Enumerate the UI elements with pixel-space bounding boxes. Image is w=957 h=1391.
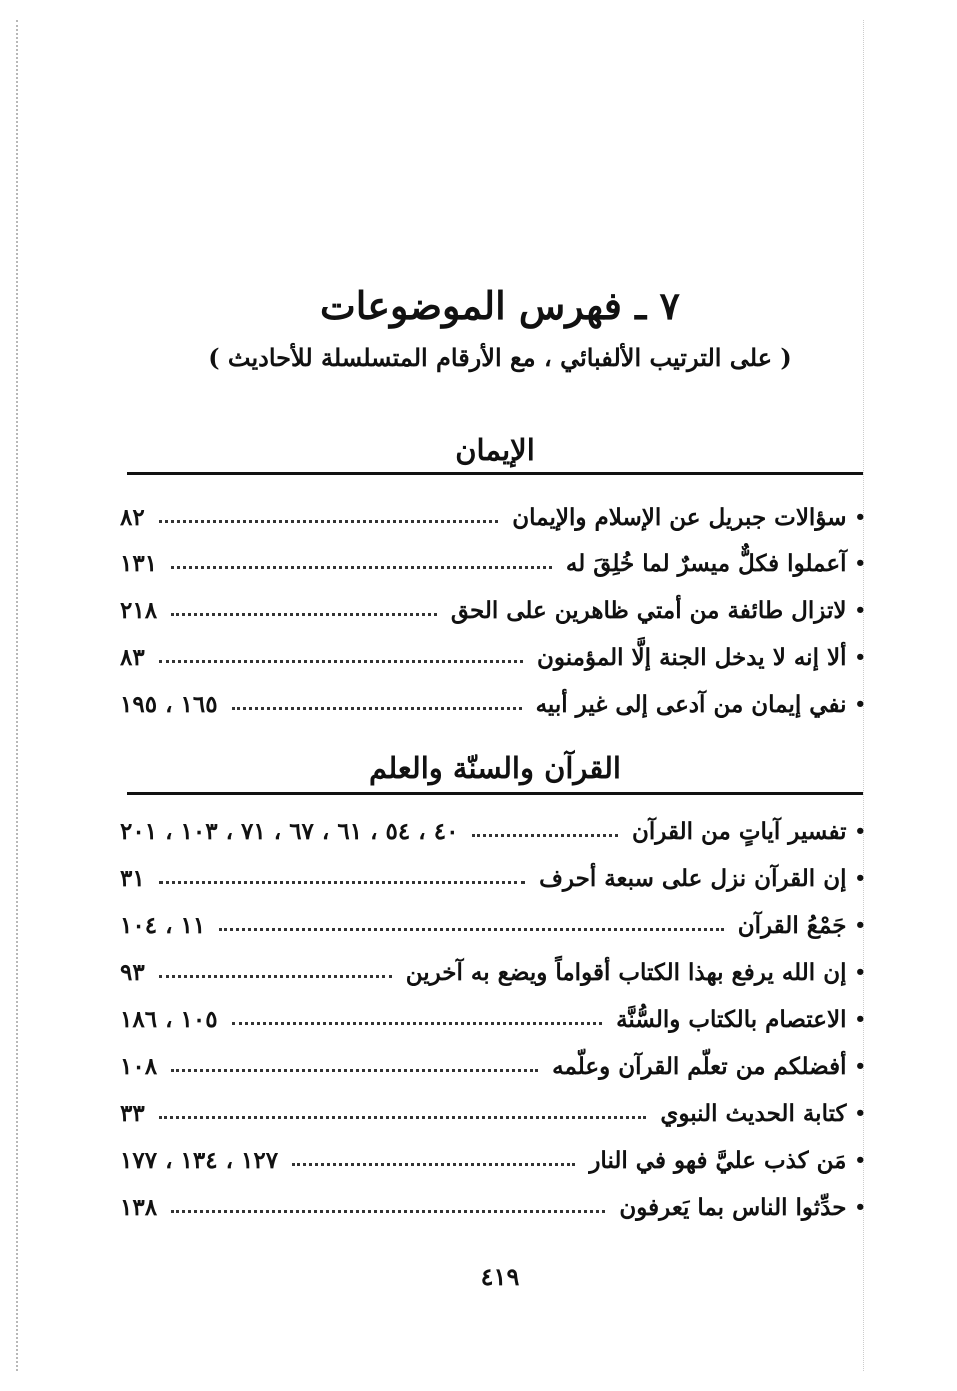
index-entry (120, 543, 866, 583)
bullet-icon: • (854, 506, 866, 528)
dot-leader (159, 881, 525, 884)
dot-leader (219, 928, 723, 931)
index-entry (120, 637, 866, 677)
entry-refs: ١٠٥ ، ١٨٦ (120, 1005, 218, 1033)
entry-topic: إن القرآن نزل على سبعة أحرف (539, 864, 847, 892)
bullet-icon: • (854, 1102, 866, 1124)
entry-topic: حدِّثوا الناس بما يَعرفون (619, 1193, 847, 1221)
page-title: ٧ ـ فهرس الموضوعات (320, 283, 680, 328)
entry-refs: ١٢٧ ، ١٣٤ ، ١٧٧ (120, 1146, 279, 1174)
entry-topic: لاتزال طائفة من أمتي ظاهرين على الحق (450, 596, 847, 624)
bullet-icon: • (854, 1055, 866, 1077)
bullet-icon: • (854, 1008, 866, 1030)
dot-leader (232, 1022, 603, 1025)
dot-leader (171, 566, 552, 569)
entry-topic: كتابة الحديث النبوي (660, 1099, 847, 1127)
entry-refs: ٨٣ (120, 643, 145, 671)
entry-topic: مَن كذب عليَّ فهو في النار (589, 1146, 847, 1174)
dot-leader (159, 1116, 647, 1119)
dot-leader (159, 660, 523, 663)
dot-leader (171, 1069, 538, 1072)
bullet-icon: • (854, 914, 866, 936)
index-entry (120, 684, 866, 724)
bullet-icon: • (854, 1149, 866, 1171)
dot-leader (159, 975, 392, 978)
bullet-icon: • (854, 1196, 866, 1218)
entry-topic: تفسير آياتٍ من القرآن (631, 817, 847, 845)
dot-leader (292, 1163, 575, 1166)
section-rule (127, 472, 863, 475)
bullet-icon: • (854, 693, 866, 715)
entry-topic: آعملوا فكلٌّ ميسرٌ لما خُلِقَ له (565, 549, 847, 577)
dot-leader (159, 520, 499, 523)
bullet-icon: • (854, 599, 866, 621)
entry-refs: ٨٢ (120, 503, 145, 531)
entry-topic: نفي إيمان من آدعى إلى غير أبيه (535, 690, 847, 718)
dot-leader (232, 707, 522, 710)
entry-topic: أفضلكم من تعلّم القرآن وعلّمه (552, 1052, 847, 1080)
entry-refs: ٣١ (120, 864, 145, 892)
index-entry (120, 811, 866, 851)
entry-topic: إن الله يرفع بهذا الكتاب أقواماً ويضع به آخرين (405, 958, 847, 986)
bullet-icon: • (854, 961, 866, 983)
bullet-icon: • (854, 820, 866, 842)
index-entry (120, 905, 866, 945)
entry-topic: جَمْعُ القرآن (737, 911, 847, 939)
page-subtitle: ( على الترتيب الألفبائي ، مع الأرقام المتسلسلة للأحاديث ) (208, 343, 792, 372)
index-entry (120, 858, 866, 898)
dot-leader (171, 1210, 605, 1213)
dot-leader (472, 834, 618, 837)
page-number: ٤١٩ (480, 1262, 520, 1291)
bullet-icon: • (854, 552, 866, 574)
entry-refs: ٤٠ ، ٥٤ ، ٦١ ، ٦٧ ، ٧١ ، ١٠٣ ، ٢٠١ (120, 817, 459, 845)
section-rule (127, 792, 863, 795)
section-title-faith: الإيمان (455, 433, 535, 467)
index-entry (120, 1046, 866, 1086)
entry-refs: ٣٣ (120, 1099, 145, 1127)
entry-refs: ١٣٨ (120, 1193, 158, 1221)
index-entry (120, 1140, 866, 1180)
entry-topic: الاعتصام بالكتاب والسُّنَّة (616, 1005, 847, 1033)
section-title-quran-sunnah-knowledge: القرآن والسنّة والعلم (369, 751, 621, 785)
entry-refs: ١٦٥ ، ١٩٥ (120, 690, 218, 718)
index-entry (120, 497, 866, 537)
entry-topic: سؤالات جبريل عن الإسلام والإيمان (512, 503, 847, 531)
index-entry (120, 1187, 866, 1227)
entry-topic: ألا إنه لا يدخل الجنة إلَّا المؤمنون (536, 643, 847, 671)
entry-refs: ١٠٨ (120, 1052, 158, 1080)
index-entry (120, 952, 866, 992)
dot-leader (171, 613, 437, 616)
entry-refs: ١٣١ (120, 549, 158, 577)
index-entry (120, 590, 866, 630)
scan-edge-left (16, 20, 18, 1371)
bullet-icon: • (854, 646, 866, 668)
index-entry (120, 1093, 866, 1133)
index-entry (120, 999, 866, 1039)
bullet-icon: • (854, 867, 866, 889)
entry-refs: ٩٣ (120, 958, 145, 986)
entry-refs: ٢١٨ (120, 596, 158, 624)
entry-refs: ١١ ، ١٠٤ (120, 911, 206, 939)
